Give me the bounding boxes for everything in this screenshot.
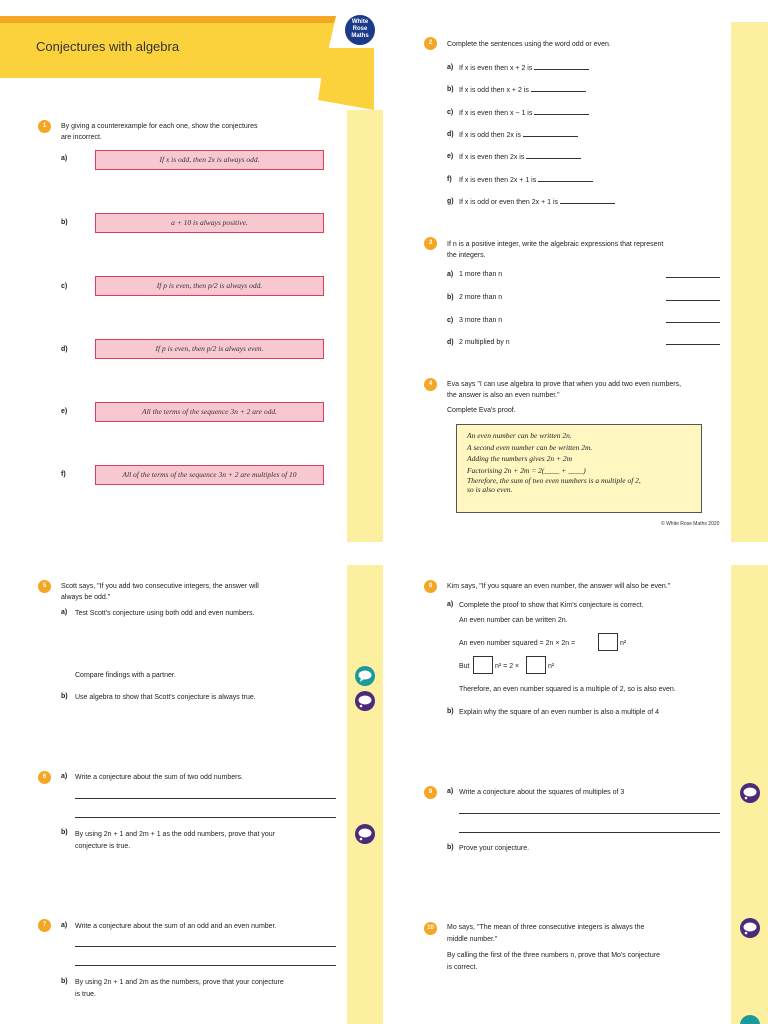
q6-label-b: b)	[61, 829, 68, 836]
q3-label-c: c)	[447, 317, 454, 324]
q5-prompt-line1: Scott says, "If you add two consecutive integers, the answer will	[61, 583, 259, 590]
q8-label-b: b)	[447, 708, 454, 715]
q2-sentence-e: If x is even then 2x is	[459, 151, 581, 163]
q2-sentence-d: If x is odd then 2x is	[459, 129, 578, 141]
strip-bottom-left	[347, 565, 383, 1024]
q3-answer-line-a[interactable]	[666, 277, 720, 278]
q3-label-b: b)	[447, 294, 454, 301]
q8-but-mid: n² = 2 ×	[495, 663, 520, 670]
question-number-1: 1	[38, 120, 51, 133]
q8-line4: Therefore, an even number squared is a multiple of 2, so is also even.	[459, 686, 676, 693]
q2-sentence-a: If x is even then x + 2 is	[459, 62, 589, 74]
answer-blank[interactable]	[526, 151, 581, 159]
proof-line: An even number can be written 2n.	[467, 431, 572, 440]
q1-label-c: c)	[61, 283, 68, 290]
question-number-3: 3	[424, 237, 437, 250]
header-banner	[0, 14, 336, 78]
q1-conjecture-a: If x is odd, then 2x is always odd.	[95, 150, 324, 170]
q2-sentence-g: If x is odd or even then 2x + 1 is	[459, 196, 615, 208]
q6-answer-line[interactable]	[75, 798, 336, 799]
q4-proof-box	[456, 424, 702, 513]
q2-label-d: d)	[447, 131, 454, 138]
q9-answer-line[interactable]	[459, 832, 720, 833]
q3-answer-line-c[interactable]	[666, 322, 720, 323]
q2-label-b: b)	[447, 86, 454, 93]
q2-label-f: f)	[447, 176, 452, 183]
q8-squared-label-2: n²	[548, 663, 555, 670]
answer-blank[interactable]	[534, 107, 589, 115]
proof-line: Adding the numbers gives 2n + 2m	[467, 454, 573, 463]
q3-answer-line-b[interactable]	[666, 300, 720, 301]
question-number-2: 2	[424, 37, 437, 50]
q9-label-b: b)	[447, 844, 454, 851]
q3-item-d: 2 multiplied by n	[459, 339, 510, 346]
q6-part-b-line1: By using 2n + 1 and 2m + 1 as the odd numbers, prove that your	[75, 831, 276, 838]
q1-label-d: d)	[61, 346, 68, 353]
q3-label-d: d)	[447, 339, 454, 346]
q5-prompt-line2: always be odd."	[61, 594, 111, 601]
q1-prompt-line1: By giving a counterexample for each one, show the conjectures	[61, 123, 258, 130]
answer-blank[interactable]	[531, 84, 586, 92]
q5-part-a: Test Scott's conjecture using both odd and even numbers.	[75, 610, 255, 617]
question-number-10: 10	[424, 922, 437, 935]
q6-label-a: a)	[61, 773, 68, 780]
white-rose-logo: White Rose Maths	[343, 13, 377, 47]
q1-conjecture-b: a + 10 is always positive.	[95, 213, 324, 233]
answer-blank[interactable]	[560, 196, 615, 204]
q8-line1: An even number can be written 2n.	[459, 617, 568, 624]
q10-p2-line1: By calling the first of the three numbers n, prove that Mo's conjecture	[447, 952, 660, 959]
answer-blank[interactable]	[538, 174, 593, 182]
q3-prompt-line2: the integers.	[447, 252, 486, 259]
q5-part-b: Use algebra to show that Scott's conjecture is always true.	[75, 694, 256, 701]
question-number-5: 5	[38, 580, 51, 593]
q3-item-b: 2 more than n	[459, 294, 503, 301]
copyright: © White Rose Maths 2020	[661, 521, 720, 527]
q8-prompt: Kim says, "If you square an even number, the answer will also be even."	[447, 583, 671, 590]
q9-answer-line[interactable]	[459, 813, 720, 814]
think-icon	[354, 823, 376, 845]
question-number-9: 9	[424, 786, 437, 799]
q1-conjecture-c: If p is even, then p/2 is always odd.	[95, 276, 324, 296]
q2-label-g: g)	[447, 198, 454, 205]
strip-top-left	[347, 110, 383, 542]
q7-label-b: b)	[61, 978, 68, 985]
q1-conjecture-d: If p is even, then p/2 is always even.	[95, 339, 324, 359]
q9-part-a: Write a conjecture about the squares of multiples of 3	[459, 789, 625, 796]
q3-label-a: a)	[447, 271, 454, 278]
q10-prompt-line2: middle number."	[447, 936, 498, 943]
q7-part-b-line2: is true.	[75, 991, 97, 998]
q1-label-e: e)	[61, 408, 68, 415]
think-icon	[354, 690, 376, 712]
header-wedge	[314, 48, 374, 110]
proof-line[interactable]: Factorising 2n + 2m = 2(____ + ____)	[467, 465, 586, 475]
q8-part-b: Explain why the square of an even number is also a multiple of 4	[459, 709, 660, 716]
q3-item-a: 1 more than n	[459, 271, 503, 278]
q10-prompt-line1: Mo says, "The mean of three consecutive integers is always the	[447, 924, 645, 931]
q8-label-a: a)	[447, 601, 454, 608]
proof-line: Therefore, the sum of two even numbers is a multiple of 2,	[467, 476, 641, 485]
q2-label-e: e)	[447, 153, 454, 160]
q4-prompt-line3: Complete Eva's proof.	[447, 407, 516, 414]
strip-top-right	[731, 22, 768, 542]
question-number-8: 8	[424, 580, 437, 593]
q9-part-b: Prove your conjecture.	[459, 845, 530, 852]
q7-answer-line[interactable]	[75, 965, 336, 966]
q2-sentence-f: If x is even then 2x + 1 is	[459, 174, 593, 186]
q5-label-b: b)	[61, 693, 68, 700]
q8-part-a: Complete the proof to show that Kim's conjecture is correct.	[459, 602, 644, 609]
question-number-4: 4	[424, 378, 437, 391]
q8-answer-box-1[interactable]	[598, 633, 618, 651]
q4-prompt-line2: the answer is also an even number."	[447, 392, 560, 399]
q8-answer-box-3[interactable]	[526, 656, 546, 674]
q3-item-c: 3 more than n	[459, 317, 503, 324]
q2-sentence-c: If x is even then x − 1 is	[459, 107, 589, 119]
q5-label-a: a)	[61, 609, 68, 616]
q3-prompt-line1: If n is a positive integer, write the algebraic expressions that represent	[447, 241, 664, 248]
q6-answer-line[interactable]	[75, 817, 336, 818]
q7-part-b-line1: By using 2n + 1 and 2m as the numbers, prove that your conjecture	[75, 979, 284, 986]
question-number-7: 7	[38, 919, 51, 932]
q2-sentence-b: If x is odd then x + 2 is	[459, 84, 586, 96]
think-icon	[739, 782, 761, 804]
page-title: Conjectures with algebra	[36, 39, 180, 54]
q1-label-a: a)	[61, 155, 68, 162]
q7-label-a: a)	[61, 922, 68, 929]
answer-blank[interactable]	[534, 62, 589, 70]
q1-conjecture-f: All of the terms of the sequence 3n + 2 are multiples of 10	[95, 465, 324, 485]
proof-line: so is also even.	[467, 485, 513, 494]
answer-blank[interactable]	[523, 129, 578, 137]
q1-label-b: b)	[61, 219, 68, 226]
q2-prompt: Complete the sentences using the word odd or even.	[447, 41, 611, 48]
q4-prompt-line1: Eva says "I can use algebra to prove that when you add two even numbers,	[447, 381, 682, 388]
q8-answer-box-2[interactable]	[473, 656, 493, 674]
q2-label-c: c)	[447, 109, 454, 116]
think-icon	[739, 917, 761, 939]
q7-part-a: Write a conjecture about the sum of an odd and an even number.	[75, 923, 277, 930]
q1-prompt-line2: are incorrect.	[61, 134, 102, 141]
q3-answer-line-d[interactable]	[666, 344, 720, 345]
q5-compare: Compare findings with a partner.	[75, 672, 176, 679]
q8-line2: An even number squared = 2n × 2n =	[459, 640, 576, 647]
proof-line: A second even number can be written 2m.	[467, 442, 593, 452]
q2-label-a: a)	[447, 64, 454, 71]
q8-squared-label: n²	[620, 640, 627, 647]
q10-p2-line2: is correct.	[447, 964, 478, 971]
q9-label-a: a)	[447, 788, 454, 795]
q1-conjecture-e: All the terms of the sequence 3n + 2 are odd.	[95, 402, 324, 422]
q7-answer-line[interactable]	[75, 946, 336, 947]
question-number-6: 6	[38, 771, 51, 784]
q6-part-b-line2: conjecture is true.	[75, 843, 131, 850]
q6-part-a: Write a conjecture about the sum of two odd numbers.	[75, 774, 243, 781]
discuss-icon	[354, 665, 376, 687]
discuss-icon	[739, 1014, 761, 1024]
q8-but: But	[459, 663, 470, 670]
q1-label-f: f)	[61, 471, 66, 478]
